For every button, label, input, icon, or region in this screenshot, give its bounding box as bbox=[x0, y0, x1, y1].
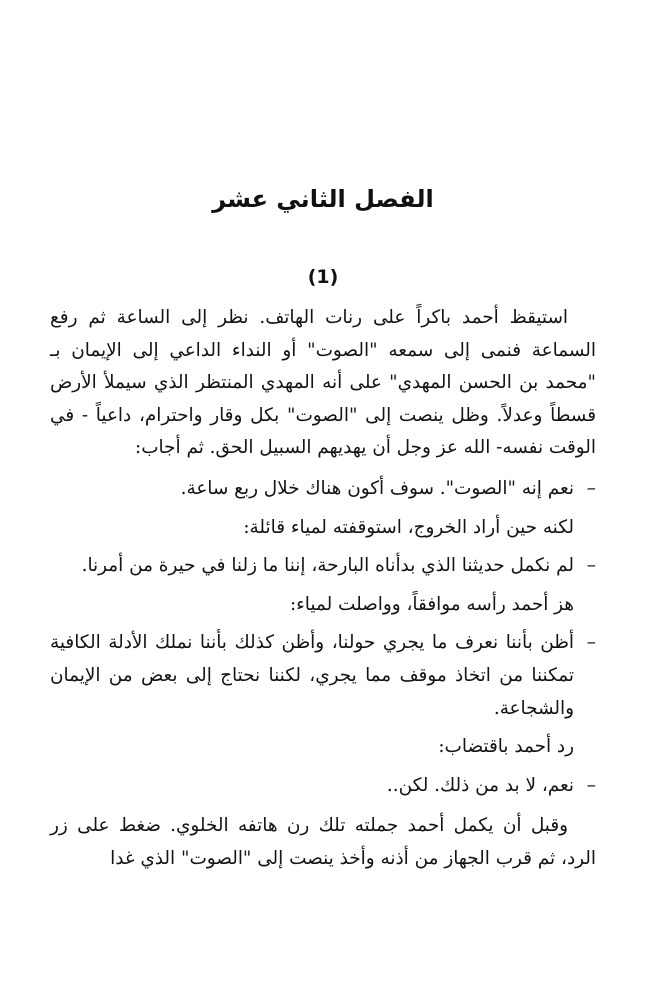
dialogue-text: لم نكمل حديثنا الذي بدأناه البارحة، إننا ما زلنا في حيرة من أمرنا. bbox=[81, 555, 574, 577]
chapter-title: الفصل الثاني عشر bbox=[212, 185, 434, 213]
section-number: (1) bbox=[307, 266, 339, 288]
dialogue-dash: – bbox=[586, 774, 596, 796]
dialogue-line bbox=[50, 627, 596, 725]
dialogue-dash: – bbox=[586, 632, 596, 654]
narration-line: لكنه حين أراد الخروج، استوقفته لمياء قائلة: bbox=[243, 516, 574, 538]
paragraph-closing: وقبل أن يكمل أحمد جملته تلك رن هاتفه الخلوي. ضغط على زر الرد، ثم قرب الجهاز من أذنه وأخذ ينصت إلى "الصوت" الذي غدا bbox=[50, 815, 596, 869]
dialogue-text: نعم إنه "الصوت". سوف أكون هناك خلال ربع ساعة. bbox=[180, 477, 574, 499]
narration-line: هز أحمد رأسه موافقاً، وواصلت لمياء: bbox=[289, 593, 574, 615]
dialogue-text: أظن بأننا نعرف ما يجري حولنا، وأظن كذلك بأننا نملك الأدلة الكافية تمكننا من اتخاذ موقف مما يجري، لكننا نحتاج إلى بعض من الإيمان والشجاعة. bbox=[50, 632, 574, 719]
dialogue-line bbox=[50, 550, 596, 583]
narration-line: رد أحمد باقتضاب: bbox=[438, 736, 574, 758]
dialogue-line bbox=[50, 770, 596, 803]
dialogue-line bbox=[50, 473, 596, 506]
dialogue-dash: – bbox=[586, 555, 596, 577]
body-text bbox=[50, 302, 596, 876]
paragraph-opening: استيقظ أحمد باكراً على رنات الهاتف. نظر إلى الساعة ثم رفع السماعة فنمى إلى سمعه "الصوت" أو النداء الداعي إلى الإيمان بـ "محمد بن الحسن المهدي" على أنه المهدي المنتظر الذي سيملأ الأرض قسطاً وعدلاً. وظل ينصت إلى "الصوت" بكل وقار واحترام، داعياً - في الوقت نفسه- الله عز وجل أن يهديهم السبيل الحق. ثم أجاب: bbox=[50, 307, 596, 459]
dialogue-dash: – bbox=[586, 477, 596, 499]
dialogue-text: نعم، لا بد من ذلك. لكن.. bbox=[386, 774, 574, 796]
